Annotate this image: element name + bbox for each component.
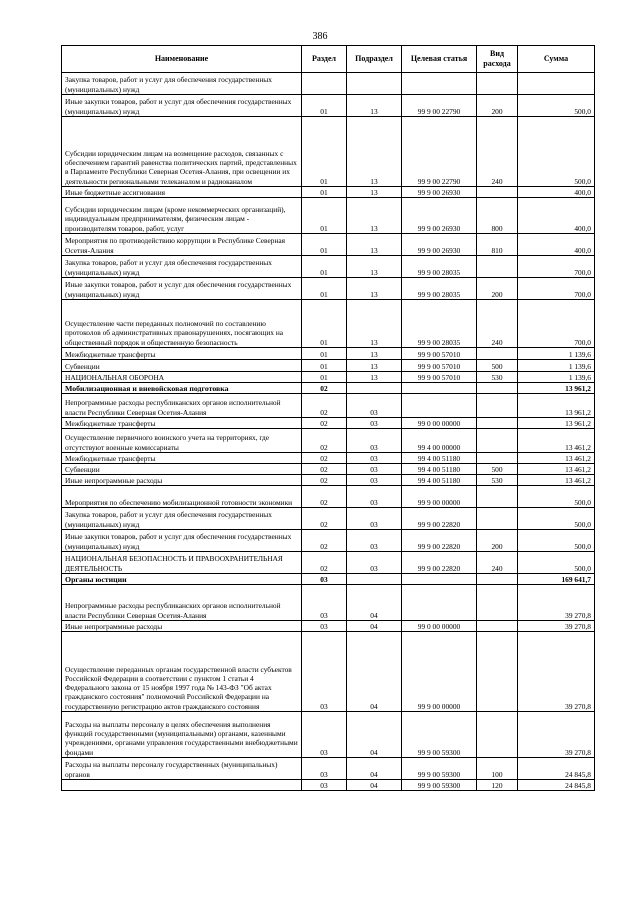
row-expense-type: 200 (477, 95, 518, 117)
row-subsection: 04 (347, 621, 402, 632)
row-subsection (347, 383, 402, 394)
table-row (62, 198, 595, 234)
row-expense-type (477, 621, 518, 632)
row-sum: 39 270,8 (518, 632, 595, 712)
row-target (402, 394, 477, 418)
row-section: 01 (302, 360, 347, 372)
row-expense-type (477, 394, 518, 418)
row-subsection: 03 (347, 418, 402, 429)
table-row (62, 256, 595, 278)
row-name: Расходы на выплаты персоналу государственных (муниципальных) органов (62, 758, 302, 780)
table-row (62, 475, 595, 486)
row-name: Иные бюджетные ассигнования (62, 187, 302, 198)
row-target: 99 4 00 51180 (402, 475, 477, 486)
row-target (402, 574, 477, 585)
row-expense-type: 240 (477, 552, 518, 574)
row-sum: 13 461,2 (518, 453, 595, 464)
row-sum: 39 270,8 (518, 621, 595, 632)
table-row (62, 234, 595, 256)
row-expense-type (477, 429, 518, 453)
row-target: 99 9 00 28035 (402, 300, 477, 348)
row-target: 99 4 00 00000 (402, 429, 477, 453)
row-target: 99 9 00 26930 (402, 198, 477, 234)
row-subsection (347, 73, 402, 95)
row-expense-type: 200 (477, 278, 518, 300)
row-target: 99 9 00 57010 (402, 360, 477, 372)
row-sum: 500,0 (518, 552, 595, 574)
row-subsection: 13 (347, 198, 402, 234)
row-name: Непрограммные расходы республиканских органов исполнительной власти Республики Северная Осетия-Алания (62, 394, 302, 418)
row-name: Мобилизационная и вневойсковая подготовка (62, 383, 302, 394)
row-target: 99 9 00 26930 (402, 187, 477, 198)
row-sum: 500,0 (518, 508, 595, 530)
header-section: Раздел (302, 46, 347, 73)
row-section: 01 (302, 117, 347, 187)
row-expense-type (477, 574, 518, 585)
row-name (62, 780, 302, 791)
row-expense-type: 530 (477, 372, 518, 383)
row-subsection: 13 (347, 360, 402, 372)
row-expense-type (477, 585, 518, 621)
row-target: 99 4 00 51180 (402, 464, 477, 475)
table-row (62, 508, 595, 530)
row-name: Закупка товаров, работ и услуг для обеспечения государственных (муниципальных) нужд (62, 256, 302, 278)
row-name: НАЦИОНАЛЬНАЯ ОБОРОНА (62, 372, 302, 383)
row-target: 99 9 00 59300 (402, 758, 477, 780)
row-name: Иные непрограммные расходы (62, 475, 302, 486)
row-section: 03 (302, 780, 347, 791)
row-name: Осуществление части переданных полномочий по составлению протоколов об административных правонарушениях, посягающих на общественный порядок и общественную безопасность (62, 300, 302, 348)
row-subsection: 03 (347, 394, 402, 418)
table-row (62, 632, 595, 712)
table-row (62, 780, 595, 791)
row-expense-type: 500 (477, 464, 518, 475)
row-target: 99 9 00 22790 (402, 95, 477, 117)
row-subsection: 13 (347, 278, 402, 300)
row-target (402, 73, 477, 95)
row-section: 02 (302, 429, 347, 453)
table-row (62, 621, 595, 632)
header-name: Наименование (62, 46, 302, 73)
row-name: Закупка товаров, работ и услуг для обеспечения государственных (муниципальных) нужд (62, 508, 302, 530)
row-target: 99 9 00 59300 (402, 780, 477, 791)
row-name: Межбюджетные трансферты (62, 453, 302, 464)
row-section: 02 (302, 418, 347, 429)
row-expense-type (477, 73, 518, 95)
row-expense-type (477, 508, 518, 530)
row-sum: 1 139,6 (518, 372, 595, 383)
row-section: 03 (302, 632, 347, 712)
row-sum: 13 461,2 (518, 429, 595, 453)
table-row (62, 574, 595, 585)
table-row (62, 95, 595, 117)
row-subsection: 13 (347, 300, 402, 348)
row-section (302, 73, 347, 95)
table-header-row (62, 46, 595, 73)
row-expense-type (477, 348, 518, 360)
row-expense-type: 120 (477, 780, 518, 791)
header-sum: Сумма (518, 46, 595, 73)
row-sum: 400,0 (518, 187, 595, 198)
row-target: 99 9 00 22820 (402, 552, 477, 574)
row-name: Осуществление первичного воинского учета на территориях, где отсутствуют военные комиссариаты (62, 429, 302, 453)
table-row (62, 585, 595, 621)
row-section: 03 (302, 712, 347, 758)
table-row (62, 360, 595, 372)
row-subsection: 03 (347, 429, 402, 453)
row-name: Иные закупки товаров, работ и услуг для обеспечения государственных (муниципальных) нужд (62, 95, 302, 117)
row-target: 99 9 00 22820 (402, 508, 477, 530)
row-name: НАЦИОНАЛЬНАЯ БЕЗОПАСНОСТЬ И ПРАВООХРАНИТЕЛЬНАЯ ДЕЯТЕЛЬНОСТЬ (62, 552, 302, 574)
row-subsection: 03 (347, 475, 402, 486)
row-name: Расходы на выплаты персоналу в целях обеспечения выполнения функций государственными (муниципальными) органами, казенными учреждениями, органами управления государственными внебюджетными фондами (62, 712, 302, 758)
row-section: 01 (302, 198, 347, 234)
row-subsection: 04 (347, 585, 402, 621)
row-section: 03 (302, 621, 347, 632)
row-subsection: 13 (347, 117, 402, 187)
row-sum: 500,0 (518, 117, 595, 187)
row-target (402, 383, 477, 394)
row-section: 02 (302, 530, 347, 552)
row-target: 99 9 00 22790 (402, 117, 477, 187)
row-sum: 700,0 (518, 278, 595, 300)
row-target: 99 0 00 00000 (402, 418, 477, 429)
row-subsection: 04 (347, 780, 402, 791)
table-row (62, 758, 595, 780)
row-expense-type: 800 (477, 198, 518, 234)
table-row (62, 418, 595, 429)
row-expense-type: 200 (477, 530, 518, 552)
row-sum: 13 461,2 (518, 475, 595, 486)
header-subsection: Подраздел (347, 46, 402, 73)
row-name: Межбюджетные трансферты (62, 418, 302, 429)
header-target: Целевая статья (402, 46, 477, 73)
row-expense-type (477, 383, 518, 394)
row-sum: 169 641,7 (518, 574, 595, 585)
row-expense-type (477, 187, 518, 198)
row-section: 01 (302, 234, 347, 256)
row-sum: 13 461,2 (518, 464, 595, 475)
row-sum: 24 845,8 (518, 758, 595, 780)
table-row (62, 372, 595, 383)
row-section: 02 (302, 394, 347, 418)
row-sum: 500,0 (518, 95, 595, 117)
row-section: 02 (302, 383, 347, 394)
row-sum: 13 961,2 (518, 418, 595, 429)
row-target: 99 9 00 57010 (402, 348, 477, 360)
row-sum: 400,0 (518, 198, 595, 234)
row-name: Осуществление переданных органам государственной власти субъектов Российской Федерации в соответствии с пунктом 1 статьи 4 Федерального закона от 15 ноября 1997 года № 143-ФЗ "Об актах гражданского состояния" полномочий Российской Федерации на государственную регистрацию актов гражданского состояния (62, 632, 302, 712)
row-section: 02 (302, 552, 347, 574)
row-target: 99 9 00 28035 (402, 256, 477, 278)
table-row (62, 73, 595, 95)
row-subsection: 13 (347, 372, 402, 383)
row-section: 03 (302, 574, 347, 585)
row-name: Мероприятия по противодействию коррупции в Республике Северная Осетия-Алания (62, 234, 302, 256)
table-row (62, 187, 595, 198)
row-name: Иные закупки товаров, работ и услуг для обеспечения государственных (муниципальных) нужд (62, 278, 302, 300)
table-row (62, 429, 595, 453)
row-section: 02 (302, 464, 347, 475)
row-sum: 1 139,6 (518, 360, 595, 372)
row-sum: 700,0 (518, 256, 595, 278)
row-target: 99 9 00 57010 (402, 372, 477, 383)
row-name: Субвенции (62, 360, 302, 372)
row-section: 03 (302, 758, 347, 780)
header-expense-type: Вид расхода (477, 46, 518, 73)
row-section: 01 (302, 348, 347, 360)
row-subsection: 03 (347, 453, 402, 464)
row-sum: 13 961,2 (518, 394, 595, 418)
row-sum: 13 961,2 (518, 383, 595, 394)
row-target: 99 9 00 28035 (402, 278, 477, 300)
row-target: 99 9 00 59300 (402, 712, 477, 758)
table-row (62, 486, 595, 508)
row-subsection: 03 (347, 508, 402, 530)
row-expense-type (477, 712, 518, 758)
row-sum: 39 270,8 (518, 712, 595, 758)
row-name: Органы юстиции (62, 574, 302, 585)
row-name: Иные непрограммные расходы (62, 621, 302, 632)
row-sum: 500,0 (518, 530, 595, 552)
row-expense-type (477, 486, 518, 508)
row-expense-type: 240 (477, 300, 518, 348)
row-section: 01 (302, 187, 347, 198)
budget-table (61, 45, 595, 791)
row-name: Мероприятия по обеспечению мобилизационной готовности экономики (62, 486, 302, 508)
row-subsection: 03 (347, 486, 402, 508)
row-sum: 400,0 (518, 234, 595, 256)
row-name: Субсидии юридическим лицам на возмещение расходов, связанных с обеспечением гарантий равенства политических партий, представленных в Парламенте Республики Северная Осетия-Алания, при освещении их деятельности региональными телеканалом и радиоканалом (62, 117, 302, 187)
row-section: 01 (302, 256, 347, 278)
row-section: 02 (302, 508, 347, 530)
row-subsection: 13 (347, 95, 402, 117)
row-expense-type: 530 (477, 475, 518, 486)
row-expense-type (477, 632, 518, 712)
row-section: 01 (302, 300, 347, 348)
row-section: 02 (302, 486, 347, 508)
table-row (62, 530, 595, 552)
row-target: 99 9 00 26930 (402, 234, 477, 256)
row-sum: 700,0 (518, 300, 595, 348)
row-subsection: 04 (347, 712, 402, 758)
row-name: Межбюджетные трансферты (62, 348, 302, 360)
row-target: 99 9 00 00000 (402, 486, 477, 508)
row-subsection: 04 (347, 758, 402, 780)
row-expense-type: 100 (477, 758, 518, 780)
table-row (62, 464, 595, 475)
table-row (62, 300, 595, 348)
row-sum: 500,0 (518, 486, 595, 508)
row-subsection: 03 (347, 464, 402, 475)
row-subsection: 13 (347, 348, 402, 360)
row-name: Непрограммные расходы республиканских органов исполнительной власти Республики Северная Осетия-Алания (62, 585, 302, 621)
row-subsection: 13 (347, 256, 402, 278)
row-name: Иные закупки товаров, работ и услуг для обеспечения государственных (муниципальных) нужд (62, 530, 302, 552)
row-expense-type (477, 453, 518, 464)
row-expense-type (477, 256, 518, 278)
table-row (62, 117, 595, 187)
table-row (62, 453, 595, 464)
row-subsection: 13 (347, 187, 402, 198)
table-row (62, 394, 595, 418)
row-sum: 1 139,6 (518, 348, 595, 360)
row-subsection: 03 (347, 552, 402, 574)
row-target: 99 9 00 22820 (402, 530, 477, 552)
row-section: 01 (302, 372, 347, 383)
row-subsection: 13 (347, 234, 402, 256)
row-section: 02 (302, 475, 347, 486)
table-row (62, 278, 595, 300)
table-body (62, 73, 595, 791)
row-name: Субвенции (62, 464, 302, 475)
row-sum: 24 845,8 (518, 780, 595, 791)
row-target: 99 9 00 00000 (402, 632, 477, 712)
table-row (62, 348, 595, 360)
page-number: 386 (312, 31, 328, 42)
row-sum: 39 270,8 (518, 585, 595, 621)
row-section: 02 (302, 453, 347, 464)
row-subsection: 04 (347, 632, 402, 712)
row-section: 03 (302, 585, 347, 621)
table-row (62, 712, 595, 758)
row-subsection (347, 574, 402, 585)
row-target (402, 585, 477, 621)
row-name: Субсидии юридическим лицам (кроме некоммерческих организаций), индивидуальным предпринимателям, физическим лицам - производителям товаров, работ, услуг (62, 198, 302, 234)
row-expense-type (477, 418, 518, 429)
row-expense-type: 810 (477, 234, 518, 256)
row-sum (518, 73, 595, 95)
row-section: 01 (302, 95, 347, 117)
row-name: Закупка товаров, работ и услуг для обеспечения государственных (муниципальных) нужд (62, 73, 302, 95)
row-expense-type: 500 (477, 360, 518, 372)
row-subsection: 03 (347, 530, 402, 552)
table-row (62, 383, 595, 394)
row-target: 99 4 00 51180 (402, 453, 477, 464)
table-row (62, 552, 595, 574)
row-expense-type: 240 (477, 117, 518, 187)
row-target: 99 0 00 00000 (402, 621, 477, 632)
row-section: 01 (302, 278, 347, 300)
